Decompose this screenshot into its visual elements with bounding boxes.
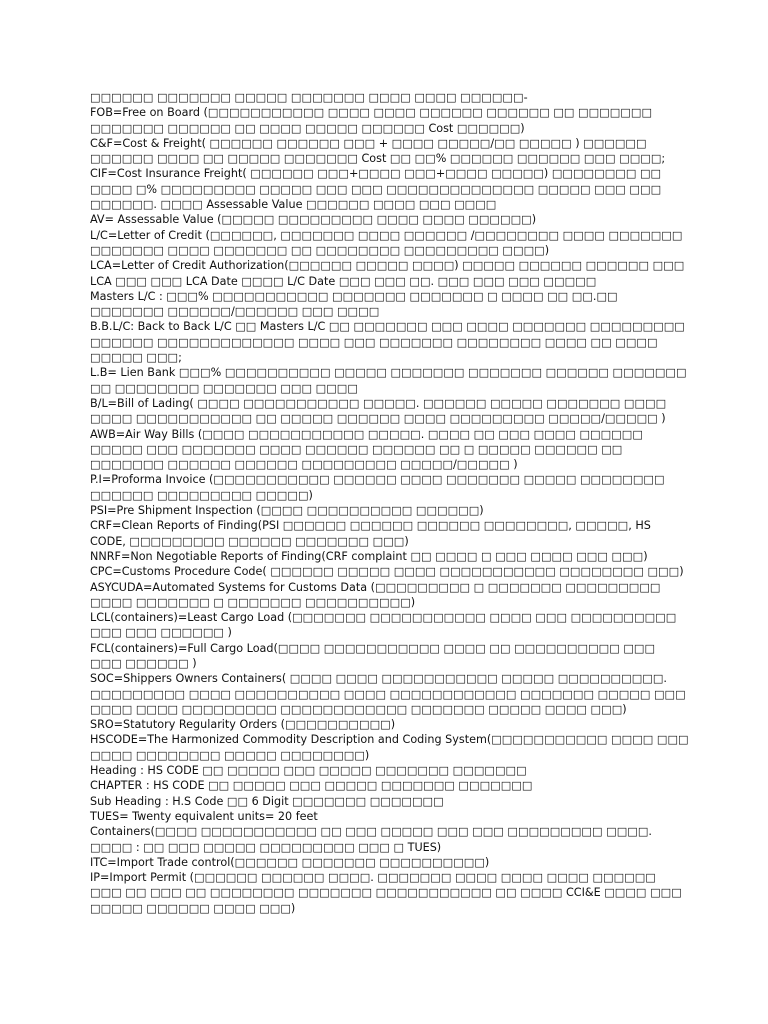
term-cif: CIF=Cost Insurance Freight( □□□□□□ □□□+□□□□ □□□+□□□□ □□□□□) □□□□□□□□ □□ □□□□ □% □□□□□□□□□ □□□□□ □□□ □□□ □□□□□□□□□□□□□□ □□□□□ □□□ □□□ □□□□□□. □□□□ Assessable Value □□□□□□ □□□□ □□□ □□□□ (90, 167, 662, 212)
document-body (90, 90, 690, 916)
term-ip: IP=Import Permit (□□□□□□ □□□□□□ □□□□. □□□□□□□ □□□□ □□□□ □□□□ □□□□□□ □□□ □□ □□□ □□ □□□□□□□□ □□□□□□□ □□□□□□□□□□□ □□ □□□□ CCI&E □□□□ □□□ □□□□□ □□□□□□ □□□□ □□□) (90, 871, 682, 915)
term-cf: C&F=Cost & Freight( □□□□□□ □□□□□□ □□□ + □□□□ □□□□□/□□ □□□□□ ) □□□□□□ □□□□□□ □□□□ □□ □□□□□ □□□□□□□ Cost □□ □□% □□□□□□ □□□□□□ □□□ □□□□; (90, 136, 666, 166)
term-asycuda: ASYCUDA=Automated Systems for Customs Data (□□□□□□□□□ □ □□□□□□□ □□□□□□□□□ □□□□ □□□□□□□ □ □□□□□□□ □□□□□□□□□□) (90, 580, 661, 609)
term-awb: AWB=Air Way Bills (□□□□ □□□□□□□□□□□ □□□□□. □□□□ □□ □□□ □□□□ □□□□□□ □□□□□ □□□ □□□□□□□ □□□□ □□□□□□ □□□□□□ □□ □ □□□□□ □□□□□□ □□ □□□□□□□ □□□□□□ □□□□□□ □□□□□□□□□ □□□□□/□□□□□ ) (90, 427, 643, 472)
document-heading: □□□□□□ □□□□□□□ □□□□□ □□□□□□□ □□□□ □□□□ □□□□□□- (90, 91, 528, 104)
term-crf: CRF=Clean Reports of Finding(PSI □□□□□□ □□□□□□ □□□□□□ □□□□□□□□, □□□□□, HS CODE, □□□□□□□□□ □□□□□□ □□□□□□□ □□□) (90, 519, 651, 548)
term-bl: B/L=Bill of Lading( □□□□ □□□□□□□□□□□ □□□□□. □□□□□□ □□□□□ □□□□□□□ □□□□ □□□□ □□□□□□□□□□□ □□ □□□□□ □□□□□□ □□□□ □□□□□□□□□ □□□□□/□□□□□ ) (90, 396, 667, 426)
term-lc: L/C=Letter of Credit (□□□□□□, □□□□□□□ □□□□ □□□□□□ /□□□□□□□□ □□□□ □□□□□□□ □□□□□□□ □□□□ □□□□□□□ □□ □□□□□□□□ □□□□□□□□□ □□□□) (90, 228, 683, 257)
term-lcl: LCL(containers)=Least Cargo Load (□□□□□□□ □□□□□□□□□□□ □□□□ □□□ □□□□□□□□□□ □□□ □□□ □□□□□□ ) (90, 611, 677, 640)
term-tues: TUES= Twenty equivalent units= 20 feet (90, 809, 318, 823)
term-fcl: FCL(containers)=Full Cargo Load(□□□□ □□□□□□□□□□□ □□□□ □□ □□□□□□□□□□ □□□ □□□ □□□□□□ ) (90, 641, 656, 670)
term-sro: SRO=Statutory Regularity Orders (□□□□□□□□□□) (90, 718, 396, 732)
term-itc: ITC=Import Trade control(□□□□□□ □□□□□□□ □□□□□□□□□□) (90, 855, 490, 869)
term-chapter: CHAPTER : HS CODE □□ □□□□□ □□□ □□□□□ □□□□□□□ □□□□□□□ (90, 779, 533, 793)
term-pi: P.I=Proforma Invoice (□□□□□□□□□□□ □□□□□□ □□□□ □□□□□□□ □□□□□ □□□□□□□□ □□□□□□ □□□□□□□□□ □□□□□) (90, 473, 665, 502)
term-lca: LCA=Letter of Credit Authorization(□□□□□□ □□□□□ □□□□) □□□□□ □□□□□□ □□□□□□ □□□ LCA □□□ □□□ LCA Date □□□□ L/C Date □□□ □□□ □□. □□□ □□□ □□□ □□□□□ (90, 259, 685, 288)
term-masters-lc: Masters L/C : □□□% □□□□□□□□□□□ □□□□□□□ □□□□□□□ □ □□□□ □□ □□.□□ □□□□□□□ □□□□□□/□□□□□□ □□□ □□□□ (90, 289, 618, 319)
term-cpc: CPC=Customs Procedure Code( □□□□□□ □□□□□ □□□□ □□□□□□□□□□□ □□□□□□□□ □□□) (90, 565, 684, 579)
term-heading: Heading : HS CODE □□ □□□□□ □□□ □□□□□ □□□□□□□ □□□□□□□ (90, 764, 527, 778)
term-lb: L.B= Lien Bank □□□% □□□□□□□□□□ □□□□□ □□□□□□□ □□□□□□□ □□□□□□ □□□□□□□ □□ □□□□□□□□ □□□□□□□ □□□ □□□□ (90, 366, 687, 395)
term-sub-heading: Sub Heading : H.S Code □□ 6 Digit □□□□□□□ □□□□□□□ (90, 794, 444, 808)
term-psi: PSI=Pre Shipment Inspection (□□□□ □□□□□□□□□□ □□□□□□) (90, 504, 484, 518)
term-soc: SOC=Shippers Owners Containers( □□□□ □□□□ □□□□□□□□□□□ □□□□□ □□□□□□□□□□. □□□□□□□□□ □□□□ □□□□□□□□□□ □□□□ □□□□□□□□□□□□ □□□□□□□ □□□□□ □□□ □□□□ □□□□ □□□□□□□□□ □□□□□□□□□□□□ □□□□□□□ □□□□□ □□□□ □□□) (90, 672, 686, 716)
term-bblc: B.B.L/C: Back to Back L/C □□ Masters L/C □□ □□□□□□□ □□□ □□□□ □□□□□□□ □□□□□□□□□ □□□□□□ □□□□□□□□□□□□□ □□□□ □□□ □□□□□□□ □□□□□□□□ □□□□ □□ □□□□ □□□□□ □□□; (90, 320, 685, 365)
term-nnrf: NNRF=Non Negotiable Reports of Finding(CRF complaint □□ □□□□ □ □□□ □□□□ □□□ □□□) (90, 549, 648, 563)
term-hscode: HSCODE=The Harmonized Commodity Description and Coding System(□□□□□□□□□□□ □□□□ □□□ □□□□ □□□□□□□□ □□□□□ □□□□□□□□) (90, 733, 689, 762)
term-fob: FOB=Free on Board (□□□□□□□□□□□ □□□□ □□□□ □□□□□□ □□□□□□ □□ □□□□□□□ □□□□□□□ □□□□□□ □□ □□□□ □□□□□ □□□□□□ Cost □□□□□□) (90, 106, 653, 135)
term-containers: Containers(□□□□ □□□□□□□□□□□ □□ □□□ □□□□□ □□□ □□□ □□□□□□□□□ □□□□. □□□□ : □□ □□□ □□□□□ □□□□□□□□□ □□□ □ TUES) (90, 825, 652, 854)
term-av: AV= Assessable Value (□□□□□ □□□□□□□□□ □□□□ □□□□ □□□□□□) (90, 213, 537, 227)
